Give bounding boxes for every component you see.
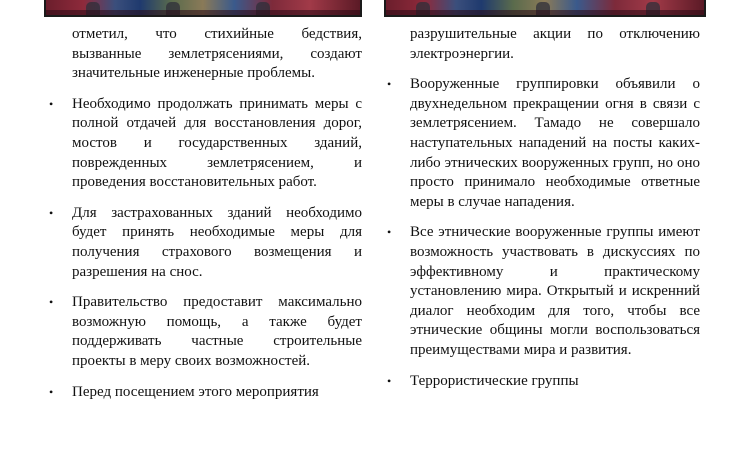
bullet-icon: • xyxy=(49,205,54,220)
bullet-text: Перед посещением этого мероприятия xyxy=(72,383,319,400)
bullet-item xyxy=(48,383,362,403)
bullet-item xyxy=(386,75,700,212)
bullet-icon: • xyxy=(49,96,54,111)
left-text-column xyxy=(48,25,362,413)
bullet-icon: • xyxy=(387,77,392,92)
bullet-item xyxy=(48,204,362,282)
right-text-column xyxy=(386,25,700,402)
bullet-item xyxy=(48,95,362,193)
bullet-icon: • xyxy=(387,225,392,240)
bullet-item xyxy=(386,223,700,360)
photo-shade xyxy=(46,10,360,15)
news-photo-right xyxy=(384,0,706,17)
continued-paragraph: отметил, что стихийные бедствия, вызванные землетрясениями, создают значительные инженерные проблемы. xyxy=(72,26,362,82)
bullet-text: Для застрахованных зданий необходимо будет принять необходимые меры для получения страхового возмещения и разрешения на снос. xyxy=(72,204,362,280)
bullet-icon: • xyxy=(387,373,392,388)
bullet-text: Вооруженные группировки объявили о двухнедельном прекращении огня в связи с землетрясением. Тамадо не совершало наступательных нападений на посты каких-либо этнических вооруженных групп, но оно просто принимало необходимые ответные меры в случае нападения. xyxy=(410,76,700,210)
bullet-text: Террористические группы xyxy=(410,372,579,389)
bullet-item xyxy=(48,293,362,371)
bullet-text: Все этнические вооруженные группы имеют возможность участвовать в дискуссиях по эффективному и практическому установлению мира. Открытый и искренний диалог необходим для того, чтобы все этнические общины могли воспользоваться преимуществами мира и развития. xyxy=(410,224,700,358)
bullet-item xyxy=(386,372,700,392)
bullet-text: Правительство предоставит максимально возможную помощь, а также будет поддерживать частные строительные проекты в меру своих возможностей. xyxy=(72,294,362,369)
news-photo-left xyxy=(44,0,362,17)
photo-shade xyxy=(386,10,704,15)
continued-paragraph: разрушительные акции по отключению электроэнергии. xyxy=(410,26,700,62)
bullet-icon: • xyxy=(49,384,54,399)
bullet-icon: • xyxy=(49,295,54,310)
bullet-text: Необходимо продолжать принимать меры с полной отдачей для восстановления дорог, мостов и государственных зданий, поврежденных землетрясением, и проведения восстановительных работ. xyxy=(72,95,362,191)
